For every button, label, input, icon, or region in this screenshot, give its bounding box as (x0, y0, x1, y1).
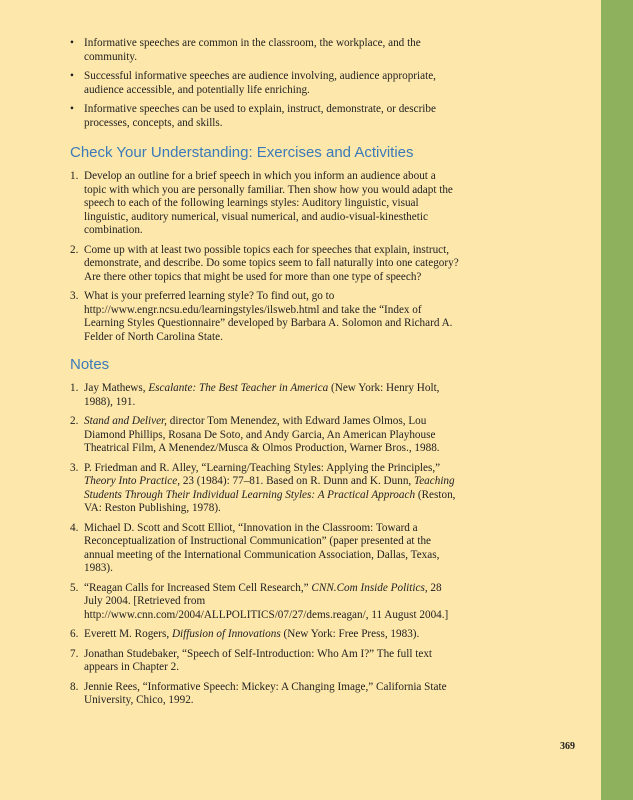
note-item (70, 522, 460, 576)
item-number: 5. (70, 581, 79, 594)
notes-list (70, 382, 460, 708)
note-title: Diffusion of Innovations (171, 628, 281, 640)
item-text: What is your preferred learning style? To find out, go to http://www.engr.ncsu.edu/learningstyles/ilsweb.html and take the “Index of Learning Styles Questionnaire” developed by Barbara A. Solomon and Richard A. Felder of North Carolina State. (84, 290, 453, 343)
side-color-band (601, 0, 633, 800)
note-text: (New York: Henry Holt, 1988), 191. (84, 382, 440, 408)
item-number: 2. (70, 415, 79, 427)
item-number: 3. (70, 290, 79, 302)
item-number: 1. (70, 382, 79, 394)
item-text: Develop an outline for a brief speech in which you inform an audience about a topic with which you are personally familiar. Then show how you would adapt the speech to each of the following learnings styles: Auditory linguistic, visual linguistic, auditory numerical, visual numerical, and audio-visual-kinesthetic combination. (84, 170, 453, 236)
note-item (70, 681, 460, 708)
note-text: Michael D. Scott and Scott Elliot, “Innovation in the Classroom: Toward a Reconceptualization of Instructional Communication” (paper presented at the annual meeting of the International Communication Association, Dallas, Texas, 1983). (84, 521, 440, 574)
exercise-item (70, 170, 460, 238)
bullet-item: • Informative speeches can be used to explain, instruct, demonstrate, or describe processes, concepts, and skills. (70, 103, 460, 130)
note-item (70, 415, 460, 456)
note-item (70, 462, 460, 516)
bullet-item: • Informative speeches are common in the classroom, the workplace, and the community. (70, 37, 460, 64)
item-number: 4. (70, 521, 79, 534)
page-content (70, 37, 460, 714)
exercises-heading: Check Your Understanding: Exercises and Activities (70, 144, 414, 161)
item-number: 3. (70, 461, 79, 474)
item-number: 7. (70, 647, 79, 660)
notes-heading: Notes (70, 356, 110, 373)
note-text: director Tom Menendez, with Edward James Olmos, Lou Diamond Phillips, Rosana De Soto, and Andy Garcia, An American Playhouse Theatrical Film, A Menendez/Musca & Olmos Production, Warner Bros., 1988. (84, 415, 440, 454)
note-title: CNN.Com Inside Politics, (311, 581, 428, 594)
note-text: P. Friedman and R. Alley, “Learning/Teaching Styles: Applying the Principles,” (84, 461, 441, 474)
note-text: (Reston, VA: Reston Publishing, 1978). (84, 488, 456, 514)
note-text: (New York: Free Press, 1983). (280, 628, 420, 640)
note-item (70, 382, 460, 409)
summary-bullet-list (70, 37, 460, 130)
page-number: 369 (560, 741, 575, 752)
note-text: Jonathan Studebaker, “Speech of Self-Introduction: Who Am I?” The full text appears in Chapter 2. (84, 647, 433, 673)
note-title: Escalante: The Best Teacher in America (148, 382, 329, 394)
exercises-list (70, 170, 460, 344)
exercise-item (70, 244, 460, 285)
item-number: 1. (70, 170, 79, 182)
note-title: Teaching Students Through Their Individual Learning Styles: A Practical Approach (84, 475, 455, 501)
note-title: Stand and Deliver, (84, 415, 167, 427)
note-text: Jay Mathews, (84, 382, 149, 394)
note-item (70, 628, 460, 642)
note-item (70, 582, 460, 623)
note-text: Jennie Rees, “Informative Speech: Mickey: A Changing Image,” California State University, Chico, 1992. (84, 680, 447, 706)
item-number: 2. (70, 243, 79, 256)
note-text: 28 July 2004. [Retrieved from http://www.cnn.com/2004/ALLPOLITICS/07/27/dems.reagan/, 11 August 2004.] (84, 581, 449, 621)
note-item (70, 648, 460, 675)
item-text: Come up with at least two possible topics each for speeches that explain, instruct, demonstrate, and describe. Do some topics seem to fall naturally into one category? Are there other topics that might be used for more than one type of speech? (84, 243, 459, 283)
note-text: Everett M. Rogers, (84, 628, 172, 640)
note-text: “Reagan Calls for Increased Stem Cell Research,” (84, 581, 312, 594)
item-number: 8. (70, 680, 79, 693)
note-text: 23 (1984): 77–81. Based on R. Dunn and K. Dunn, (180, 475, 415, 487)
bullet-item: • Successful informative speeches are audience involving, audience appropriate, audience accessible, and potentially life enriching. (70, 70, 460, 97)
note-title: Theory Into Practice, (84, 475, 181, 487)
exercise-item (70, 290, 460, 344)
item-number: 6. (70, 628, 79, 640)
